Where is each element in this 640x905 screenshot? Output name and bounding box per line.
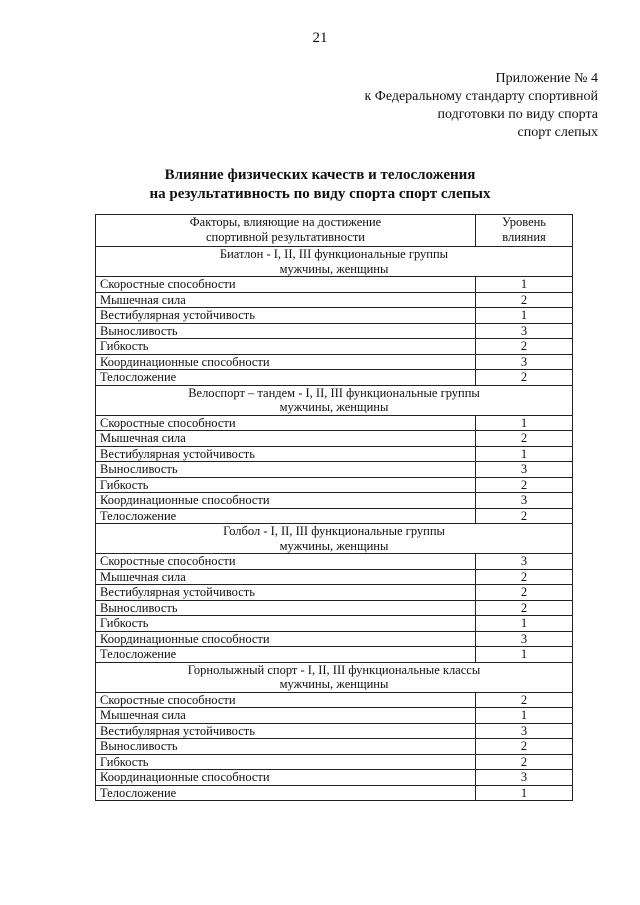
header-line: влияния: [502, 229, 546, 244]
table-row: [96, 477, 573, 493]
table-row: [96, 323, 573, 339]
level-cell: 2: [476, 477, 573, 493]
factor-cell: Телосложение: [96, 647, 476, 663]
table-header-row: [96, 215, 573, 247]
table-row: [96, 631, 573, 647]
level-cell: 3: [476, 770, 573, 786]
page-number: 21: [312, 30, 328, 46]
table-row: [96, 723, 573, 739]
level-cell: 1: [476, 308, 573, 324]
appendix-heading: [364, 70, 598, 142]
level-cell: 2: [476, 692, 573, 708]
level-cell: 2: [476, 339, 573, 355]
factor-cell: Координационные способности: [96, 770, 476, 786]
level-cell: 3: [476, 323, 573, 339]
factors-column-header: [96, 215, 476, 247]
section-title-line: мужчины, женщины: [279, 400, 389, 414]
factor-cell: Выносливость: [96, 462, 476, 478]
table-row: [96, 754, 573, 770]
factor-cell: Телосложение: [96, 508, 476, 524]
level-cell: 2: [476, 508, 573, 524]
level-cell: 1: [476, 616, 573, 632]
table-row: [96, 446, 573, 462]
table-row: [96, 277, 573, 293]
factor-cell: Скоростные способности: [96, 415, 476, 431]
header-line: Факторы, влияющие на достижение: [189, 215, 382, 229]
table-row: [96, 370, 573, 386]
factor-cell: Вестибулярная устойчивость: [96, 308, 476, 324]
factor-cell: Мышечная сила: [96, 708, 476, 724]
header-line: Уровень: [501, 215, 547, 229]
table-row: [96, 692, 573, 708]
table-row: [96, 770, 573, 786]
table-row: [96, 647, 573, 663]
factor-cell: Скоростные способности: [96, 692, 476, 708]
table-row: [96, 354, 573, 370]
level-cell: 2: [476, 600, 573, 616]
table-row: [96, 785, 573, 801]
section-title-line: Велоспорт – тандем - I, II, III функциональные группы: [188, 385, 480, 400]
factors-table: [95, 214, 573, 801]
header-line: спортивной результативности: [205, 229, 365, 244]
section-header-row: [96, 385, 573, 415]
factor-cell: Телосложение: [96, 785, 476, 801]
table-row: [96, 493, 573, 509]
section-header-row: [96, 662, 573, 692]
level-cell: 1: [476, 277, 573, 293]
level-cell: 1: [476, 785, 573, 801]
level-cell: 2: [476, 431, 573, 447]
level-cell: 2: [476, 754, 573, 770]
appendix-line: Приложение № 4: [495, 71, 598, 86]
table-row: [96, 292, 573, 308]
level-cell: 3: [476, 554, 573, 570]
section-title-line: Горнолыжный спорт - I, II, III функциональные классы: [187, 662, 481, 677]
table-row: [96, 415, 573, 431]
section-title: [96, 662, 573, 692]
factor-cell: Мышечная сила: [96, 569, 476, 585]
factor-cell: Гибкость: [96, 477, 476, 493]
table-row: [96, 569, 573, 585]
section-title-line: Биатлон - I, II, III функциональные группы: [219, 247, 449, 261]
appendix-line: подготовки по виду спорта: [437, 107, 598, 122]
section-header-row: [96, 524, 573, 554]
level-cell: 2: [476, 739, 573, 755]
section-title-line: мужчины, женщины: [279, 261, 389, 276]
table-row: [96, 431, 573, 447]
section-title-line: мужчины, женщины: [279, 538, 389, 553]
factor-cell: Вестибулярная устойчивость: [96, 585, 476, 601]
factor-cell: Координационные способности: [96, 354, 476, 370]
level-cell: 1: [476, 446, 573, 462]
level-cell: 2: [476, 292, 573, 308]
factor-cell: Гибкость: [96, 616, 476, 632]
table-row: [96, 708, 573, 724]
level-cell: 3: [476, 354, 573, 370]
factor-cell: Скоростные способности: [96, 277, 476, 293]
table-body: [96, 247, 573, 801]
level-cell: 3: [476, 493, 573, 509]
section-title: [96, 385, 573, 415]
document-title: [0, 166, 640, 204]
table-row: [96, 585, 573, 601]
table-row: [96, 308, 573, 324]
title-line: Влияние физических качеств и телосложения: [164, 167, 476, 183]
table-row: [96, 462, 573, 478]
factor-cell: Мышечная сила: [96, 292, 476, 308]
factor-cell: Выносливость: [96, 323, 476, 339]
level-cell: 3: [476, 723, 573, 739]
level-cell: 1: [476, 415, 573, 431]
level-cell: 3: [476, 631, 573, 647]
section-title-line: мужчины, женщины: [279, 677, 389, 691]
table-row: [96, 616, 573, 632]
section-title: [96, 524, 573, 554]
table-row: [96, 739, 573, 755]
factor-cell: Скоростные способности: [96, 554, 476, 570]
title-line: на результативность по виду спорта спорт слепых: [149, 186, 491, 202]
table-row: [96, 554, 573, 570]
table-row: [96, 600, 573, 616]
level-cell: 3: [476, 462, 573, 478]
factor-cell: Вестибулярная устойчивость: [96, 446, 476, 462]
table-row: [96, 339, 573, 355]
factor-cell: Гибкость: [96, 339, 476, 355]
level-cell: 2: [476, 585, 573, 601]
level-cell: 2: [476, 370, 573, 386]
section-title-line: Голбол - I, II, III функциональные группы: [223, 524, 445, 538]
table-row: [96, 508, 573, 524]
factor-cell: Телосложение: [96, 370, 476, 386]
appendix-line: к Федеральному стандарту спортивной: [364, 89, 598, 104]
level-cell: 2: [476, 569, 573, 585]
factor-cell: Координационные способности: [96, 631, 476, 647]
level-column-header: [476, 215, 573, 247]
section-header-row: [96, 247, 573, 277]
level-cell: 1: [476, 708, 573, 724]
factor-cell: Гибкость: [96, 754, 476, 770]
factor-cell: Вестибулярная устойчивость: [96, 723, 476, 739]
factor-cell: Выносливость: [96, 739, 476, 755]
factor-cell: Выносливость: [96, 600, 476, 616]
level-cell: 1: [476, 647, 573, 663]
appendix-line: спорт слепых: [517, 125, 598, 140]
factor-cell: Координационные способности: [96, 493, 476, 509]
section-title: [96, 247, 573, 277]
factor-cell: Мышечная сила: [96, 431, 476, 447]
